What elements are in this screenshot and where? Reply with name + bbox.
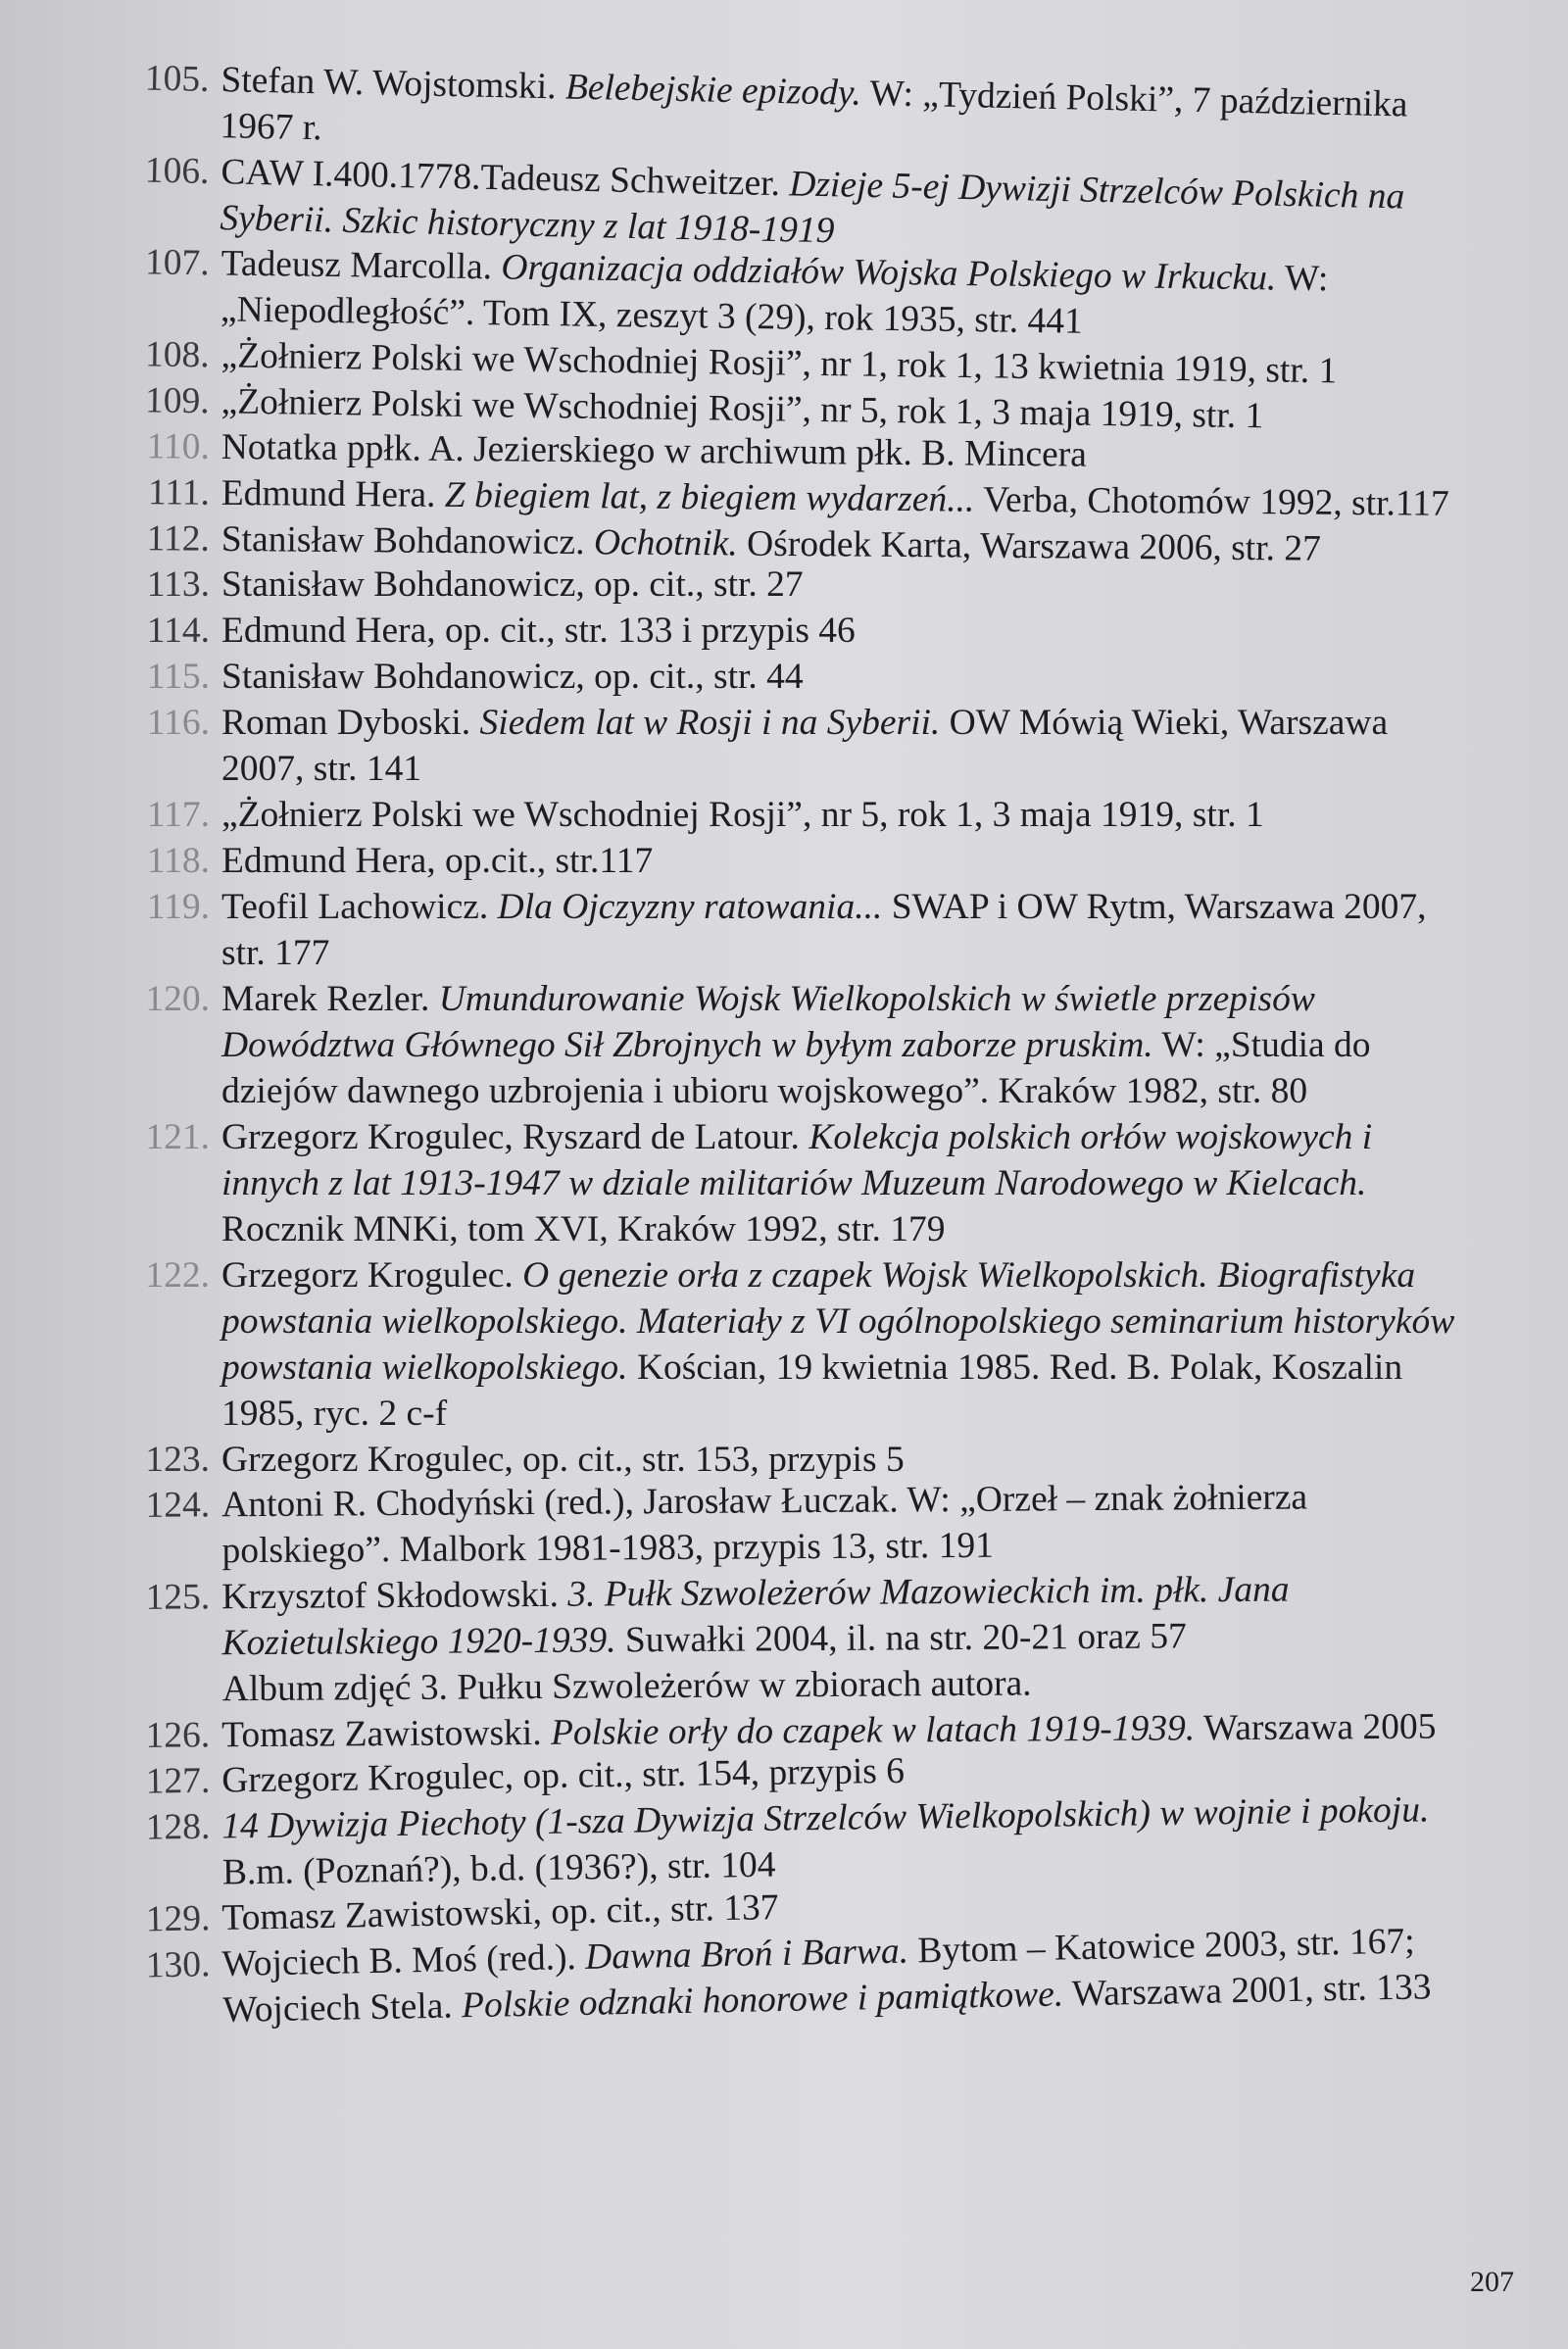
footnote-text-segment: Stanisław Bohdanowicz, op. cit., str. 27 — [221, 564, 804, 605]
footnote-text-segment: Grzegorz Krogulec, op. cit., str. 154, przypis 6 — [221, 1750, 906, 1801]
footnote-title-italic: Ochotnik. — [593, 522, 738, 564]
footnote-number: 112. — [146, 518, 210, 560]
footnote-text-segment: Warszawa 2001, str. 133 — [1062, 1967, 1432, 2015]
footnote-number: 113. — [146, 564, 210, 605]
footnote-text-segment: „Żołnierz Polski we Wschodniej Rosji”, nr 5, rok 1, 3 maja 1919, str. 1 — [220, 381, 1264, 437]
footnote-title-italic: Umundurowanie Wojsk Wielkopolskich w świetle przepisów Dowództwa Głównego Sił Zbrojnych w byłym zaborze pruskim. — [221, 979, 1315, 1065]
footnote-number: 126. — [145, 1715, 211, 1756]
footnote-text — [221, 1252, 1477, 1437]
footnote-title-italic: Polskie odznaki honorowe i pamiątkowe. — [461, 1974, 1064, 2027]
footnote-number: 127. — [145, 1760, 211, 1802]
footnote-title-italic: Z biegiem lat, z biegiem wydarzeń... — [444, 474, 975, 520]
footnote-number: 124. — [145, 1485, 211, 1526]
footnote-text — [221, 608, 1477, 654]
footnote-text-segment: Kościan, 19 kwietnia 1985. Red. B. Polak, Koszalin 1985, ryc. 2 c-f — [221, 1347, 1403, 1434]
page-number: 207 — [1470, 2266, 1514, 2298]
footnote-number: 105. — [144, 58, 210, 100]
footnote-number: 129. — [145, 1898, 211, 1940]
footnote — [120, 700, 1477, 792]
footnote-text-segment: Tomasz Zawistowski. — [221, 1712, 552, 1756]
footnote-text — [220, 240, 1477, 350]
footnote — [120, 1114, 1477, 1252]
footnote-text-segment: Ośrodek Karta, Warszawa 2006, str. 27 — [737, 523, 1322, 569]
footnote-title-italic: 3. Pułk Szwoleżerów Mazowieckich im. płk. Jana Kozietulskiego 1920-1939. — [221, 1569, 1290, 1664]
footnote-number: 108. — [144, 334, 210, 376]
footnote — [120, 976, 1477, 1114]
footnote-number: 114. — [146, 611, 210, 651]
footnote — [120, 608, 1477, 654]
footnote-number: 106. — [144, 150, 210, 192]
footnote-text — [221, 884, 1477, 976]
footnote-text-segment: Verba, Chotomów 1992, str.117 — [974, 479, 1449, 524]
footnote-title-italic: Dzieje 5-ej Dywizji Strzelców Polskich na Syberii. Szkic historyczny z lat 1918-1919 — [220, 164, 1405, 252]
footnote-text-segment: Grzegorz Krogulec. — [221, 1255, 523, 1296]
footnote-text-segment: Stanisław Bohdanowicz, op. cit., str. 44 — [221, 657, 804, 697]
footnote-title-italic: Organizacja oddziałów Wojska Polskiego w Irkucku. — [501, 247, 1277, 299]
footnote-number: 107. — [144, 242, 210, 284]
footnote-number: 118. — [146, 841, 210, 881]
footnote-text-segment: „Żołnierz Polski we Wschodniej Rosji”, nr 5, rok 1, 3 maja 1919, str. 1 — [221, 795, 1264, 835]
footnote-text-segment: SWAP i OW Rytm, Warszawa 2007, str. 177 — [221, 887, 1427, 973]
footnote-number: 122. — [145, 1255, 210, 1296]
footnote-text-segment: „Żołnierz Polski we Wschodniej Rosji”, nr 1, rok 1, 13 kwietnia 1919, str. 1 — [220, 335, 1338, 392]
footnote-text-segment: Antoni R. Chodyński (red.), Jarosław Łuczak. W: „Orzeł – znak żołnierza polskiego”. Malbork 1981-1983, przypis 13, str. 191 — [221, 1477, 1308, 1572]
footnote-number: 119. — [146, 887, 210, 927]
footnote-title-italic: 14 Dywizja Piechoty (1-sza Dywizja Strzelców Wielkopolskich) w wojnie i pokoju. — [221, 1789, 1430, 1847]
footnote-title-italic: O genezie orła z czapek Wojsk Wielkopolskich. Biografistyka powstania wielkopolskiego. Materiały z VI ogólnopolskiego seminarium historyków powstania wielkopolskiego. — [221, 1255, 1455, 1388]
footnote-text-segment: Stefan W. Wojstomski. — [220, 60, 566, 108]
footnote-text-segment: W: „Studia do dziejów dawnego uzbrojenia i ubioru wojskowego”. Kraków 1982, str. 80 — [221, 1025, 1371, 1111]
footnotes-list — [120, 55, 1477, 2035]
footnote — [120, 884, 1477, 976]
footnote-text-segment: Grzegorz Krogulec, Ryszard de Latour. — [221, 1117, 809, 1157]
footnote-text-segment: W: „Niepodległość”. Tom IX, zeszyt 3 (29), rok 1935, str. 441 — [220, 258, 1329, 342]
footnote-text — [221, 1114, 1477, 1252]
footnote — [120, 792, 1477, 838]
footnote — [120, 1565, 1478, 1713]
footnote-text-segment: Krzysztof Skłodowski. — [221, 1574, 568, 1618]
footnote — [120, 838, 1477, 884]
footnote-text — [221, 976, 1477, 1114]
footnote-title-italic: Siedem lat w Rosji i na Syberii. — [479, 703, 941, 743]
footnote-number: 115. — [146, 657, 210, 697]
footnote-text-segment: Edmund Hera. — [220, 472, 446, 515]
footnote-number: 116. — [146, 703, 210, 743]
footnote-text-segment: Edmund Hera, op.cit., str.117 — [221, 841, 654, 881]
footnote-text — [221, 1473, 1478, 1574]
footnote-text-segment: Wojciech B. Moś (red.). — [221, 1936, 586, 1984]
footnote-text-segment: Marek Rezler. — [221, 979, 439, 1019]
footnote-number: 110. — [146, 426, 210, 467]
footnote-text-segment: Bytom – Katowice 2003, str. 167; Wojciech Stela. — [221, 1921, 1415, 2031]
footnote-text-segment: Stanisław Bohdanowicz. — [220, 518, 595, 563]
footnote-text-segment: Teofil Lachowicz. — [221, 887, 498, 927]
footnote-title-italic: Belebejskie epizody. — [564, 67, 862, 114]
footnote-title-italic: Kolekcja polskich orłów wojskowych i innych z lat 1913-1947 w dziale militariów Muzeum Narodowego w Kielcach. — [221, 1117, 1373, 1203]
footnote-text — [221, 838, 1477, 884]
footnote-number: 123. — [145, 1440, 210, 1480]
footnote-text — [221, 700, 1477, 792]
footnote-text-segment: Edmund Hera, op. cit., str. 133 i przypis 46 — [221, 611, 856, 651]
footnote-text-segment: Tomasz Zawistowski, op. cit., str. 137 — [221, 1887, 779, 1938]
footnote — [120, 1473, 1478, 1575]
footnote-number: 120. — [145, 979, 210, 1019]
footnote-text-segment: OW Mówią Wieki, Warszawa 2007, str. 141 — [221, 703, 1389, 789]
footnote-text-segment: CAW I.400.1778.Tadeusz Schweitzer. — [220, 152, 790, 205]
footnote-number: 109. — [144, 380, 210, 422]
footnote-text-segment: W: „Tydzień Polski”, 7 października 1967 r. — [220, 73, 1408, 149]
footnote-number: 130. — [145, 1944, 211, 1986]
footnote-text-segment: Rocznik MNKi, tom XVI, Kraków 1992, str. 179 — [221, 1209, 946, 1249]
footnote-text — [221, 792, 1477, 838]
footnote-title-italic: Dla Ojczyzny ratowania... — [497, 887, 883, 927]
footnote-text — [221, 1565, 1478, 1712]
footnote-text-segment: Grzegorz Krogulec, op. cit., str. 153, przypis 5 — [221, 1440, 905, 1480]
footnote — [120, 654, 1477, 700]
footnote-number: 125. — [145, 1577, 211, 1618]
footnote-number: 128. — [145, 1806, 211, 1848]
footnote-text — [221, 654, 1477, 700]
footnote — [120, 1252, 1477, 1437]
footnote-text-segment: Tadeusz Marcolla. — [220, 243, 502, 288]
footnote-continuation: Album zdjęć 3. Pułku Szwoleżerów w zbiorach autora. — [221, 1663, 1032, 1710]
footnote-text-segment: Roman Dyboski. — [221, 703, 480, 743]
footnote-text-segment: Suwałki 2004, il. na str. 20-21 oraz 57 — [615, 1616, 1187, 1661]
footnote-title-italic: Dawna Broń i Barwa. — [584, 1931, 909, 1978]
footnote-title-italic: Polskie orły do czapek w latach 1919-1939. — [550, 1708, 1196, 1753]
footnote-number: 121. — [145, 1117, 210, 1157]
footnote-text-segment: Notatka ppłk. A. Jezierskiego w archiwum płk. B. Mincera — [220, 426, 1088, 475]
footnote-text-segment: B.m. (Poznań?), b.d. (1936?), str. 104 — [221, 1844, 776, 1893]
footnote-number: 111. — [147, 472, 210, 514]
footnote-text-segment: Warszawa 2005 — [1195, 1706, 1437, 1749]
footnote-number: 117. — [146, 795, 210, 835]
